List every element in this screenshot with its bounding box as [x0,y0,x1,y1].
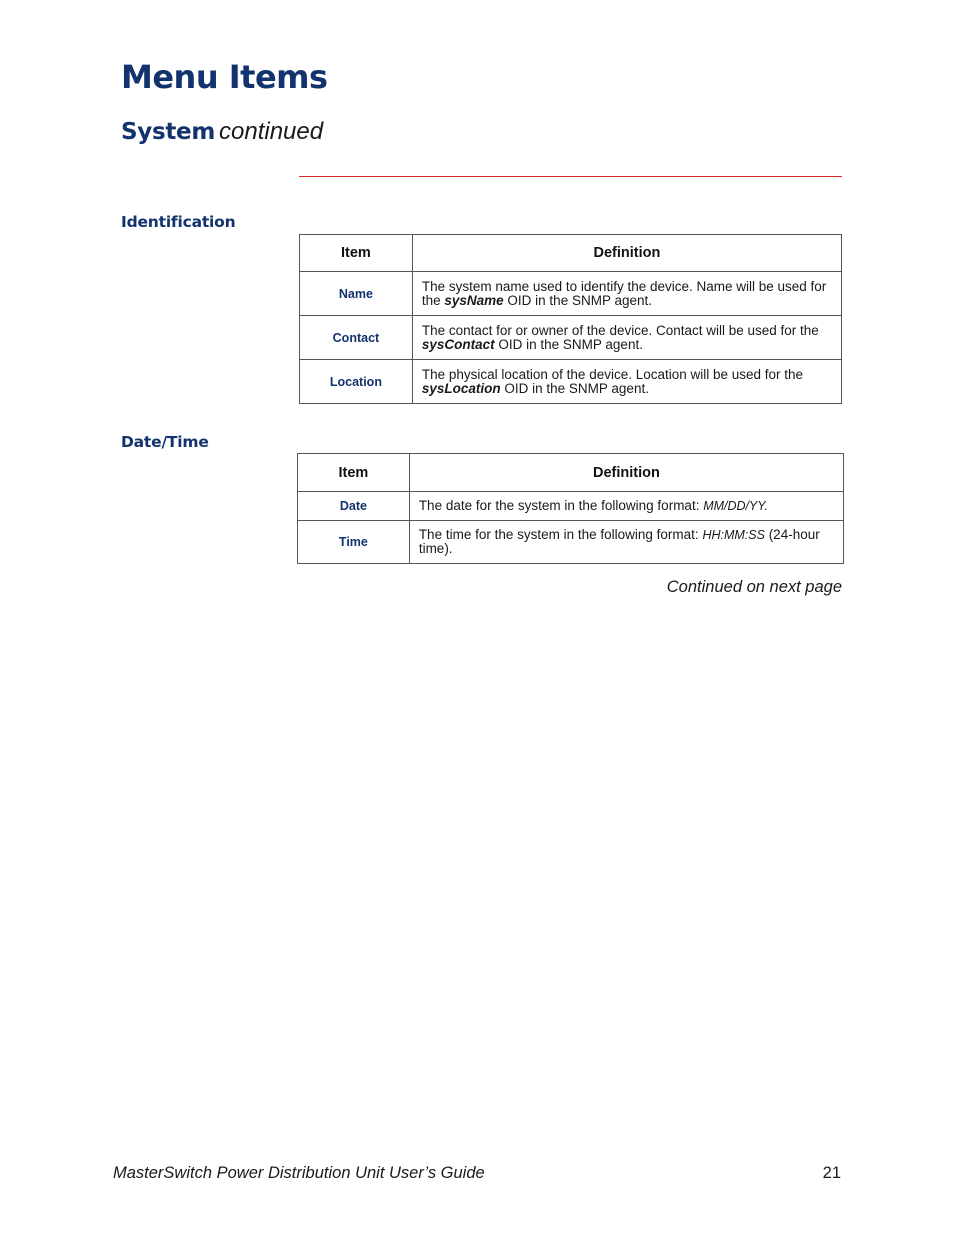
item-contact: Contact [300,316,413,360]
identification-table [299,234,842,404]
table-header-row [300,235,842,272]
section-suffix: continued [219,118,324,145]
identification-heading: Identification [121,213,236,231]
definition-date: The date for the system in the following format: MM/DD/YY. [409,492,843,521]
oid-keyword: sysContact [421,336,495,352]
footer-page-number: 21 [822,1164,841,1182]
item-date: Date [298,492,410,521]
section-name: System [121,119,216,145]
column-header-item: Item [298,454,410,492]
time-format: HH:MM:SS [702,528,765,542]
definition-name: The system name used to identify the device. Name will be used for the sysName OID in the SNMP agent. [412,272,841,316]
section-divider [299,176,842,177]
table-row [300,360,842,404]
table-header-row [298,454,844,492]
oid-keyword: sysLocation [421,380,501,396]
item-time: Time [298,521,410,564]
definition-contact: The contact for or owner of the device. Contact will be used for the sysContact OID in the SNMP agent. [412,316,841,360]
datetime-table [297,453,844,564]
table-row [300,272,842,316]
column-header-definition: Definition [412,235,841,272]
page-title: Menu Items [121,58,328,96]
section-title [121,118,323,147]
continued-note: Continued on next page [666,578,842,596]
datetime-heading: Date/Time [121,433,209,451]
column-header-definition: Definition [409,454,843,492]
footer-guide-title: MasterSwitch Power Distribution Unit User’s Guide [113,1164,485,1182]
column-header-item: Item [300,235,413,272]
date-format: MM/DD/YY. [703,499,769,513]
item-name: Name [300,272,413,316]
oid-keyword: sysName [444,292,504,308]
definition-time: The time for the system in the following format: HH:MM:SS (24-hour time). [409,521,843,564]
table-row [300,316,842,360]
table-row [298,492,844,521]
table-row [298,521,844,564]
definition-location: The physical location of the device. Location will be used for the sysLocation OID in the SNMP agent. [412,360,841,404]
item-location: Location [300,360,413,404]
